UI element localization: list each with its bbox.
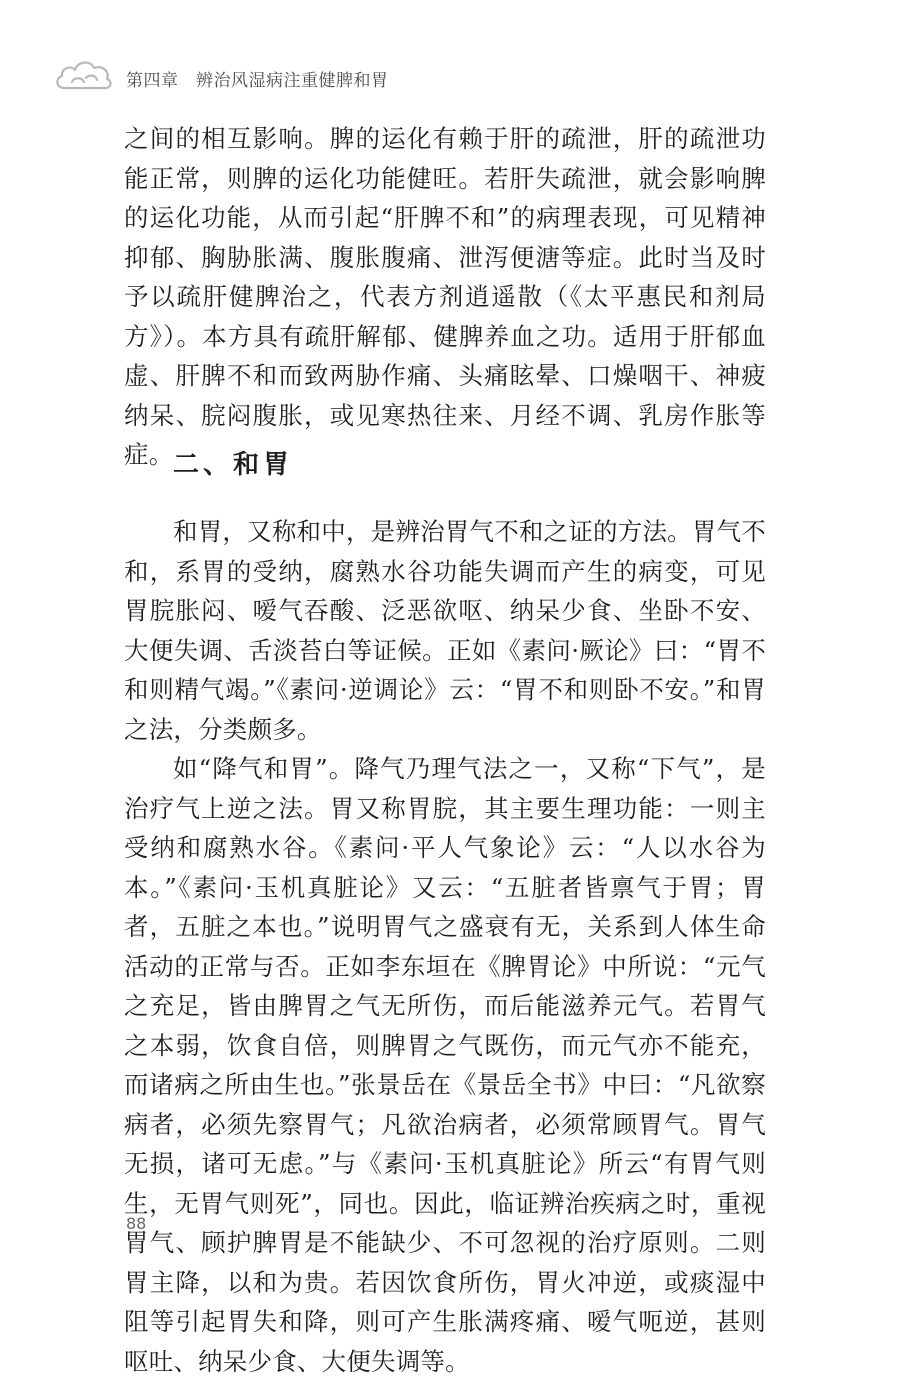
paragraph: 如“降气和胃”。降气乃理气法之一，又称“下气”，是治疗气上逆之法。胃又称胃脘，其主要生理功能：一则主受纳和腐熟水谷。《素问·平人气象论》云：“人以水谷为本。”《素问·玉机真脏论》又云：“五脏者皆禀气于胃；胃者，五脏之本也。”说明胃气之盛衰有无，关系到人体生命活动的正常与否。正如李东垣在《脾胃论》中所说：“元气之充足，皆由脾胃之气无所伤，而后能滋养元气。若胃气之本弱，饮食自倍，则脾胃之气既伤，而元气亦不能充，而诸病之所由生也。”张景岳在《景岳全书》中曰：“凡欲察病者，必须先察胃气；凡欲治病者，必须常顾胃气。胃气无损，诸可无虑。”与《素问·玉机真脏论》所云“有胃气则生，无胃气则死”，同也。因此，临证辨治疾病之时，重视胃气、顾护脾胃是不能缺少、不可忽视的治疗原则。二则胃主降，以和为贵。若因饮食所伤，胃火冲逆，或痰湿中阻等引起胃失和降，则可产生胀满疼痛、嗳气呃逆，甚则呕吐、纳呆少食、大便失调等。 bbox=[124, 754, 766, 1376]
body-text-top bbox=[124, 119, 766, 475]
body-text-bottom bbox=[124, 512, 766, 1381]
running-header bbox=[52, 56, 852, 96]
section-heading: 二、和胃 bbox=[173, 450, 294, 480]
paragraph: 和胃，又称和中，是辨治胃气不和之证的方法。胃气不和，系胃的受纳，腐熟水谷功能失调而产生的病变，可见胃脘胀闷、嗳气吞酸、泛恶欲呕、纳呆少食、坐卧不安、大便失调、舌淡苔白等证候。正如《素问·厥论》曰：“胃不和则精气竭。”《素问·逆调论》云：“胃不和则卧不安。”和胃之法，分类颇多。 bbox=[124, 517, 766, 744]
chapter-title: 第四章 辨治风湿病注重健脾和胃 bbox=[126, 71, 389, 91]
paragraph: 之间的相互影响。脾的运化有赖于肝的疏泄，肝的疏泄功能正常，则脾的运化功能健旺。若肝失疏泄，就会影响脾的运化功能，从而引起“肝脾不和”的病理表现，可见精神抑郁、胸胁胀满、腹胀腹痛、泄泻便溏等症。此时当及时予以疏肝健脾治之，代表方剂逍遥散（《太平惠民和剂局方》）。本方具有疏肝解郁、健脾养血之功。适用于肝郁血虚、肝脾不和而致两胁作痛、头痛眩晕、口燥咽干、神疲纳呆、脘闷腹胀，或见寒热往来、月经不调、乳房作胀等症。 bbox=[124, 124, 766, 469]
page-number: 88 bbox=[126, 1214, 147, 1233]
cloud-icon bbox=[52, 56, 114, 96]
